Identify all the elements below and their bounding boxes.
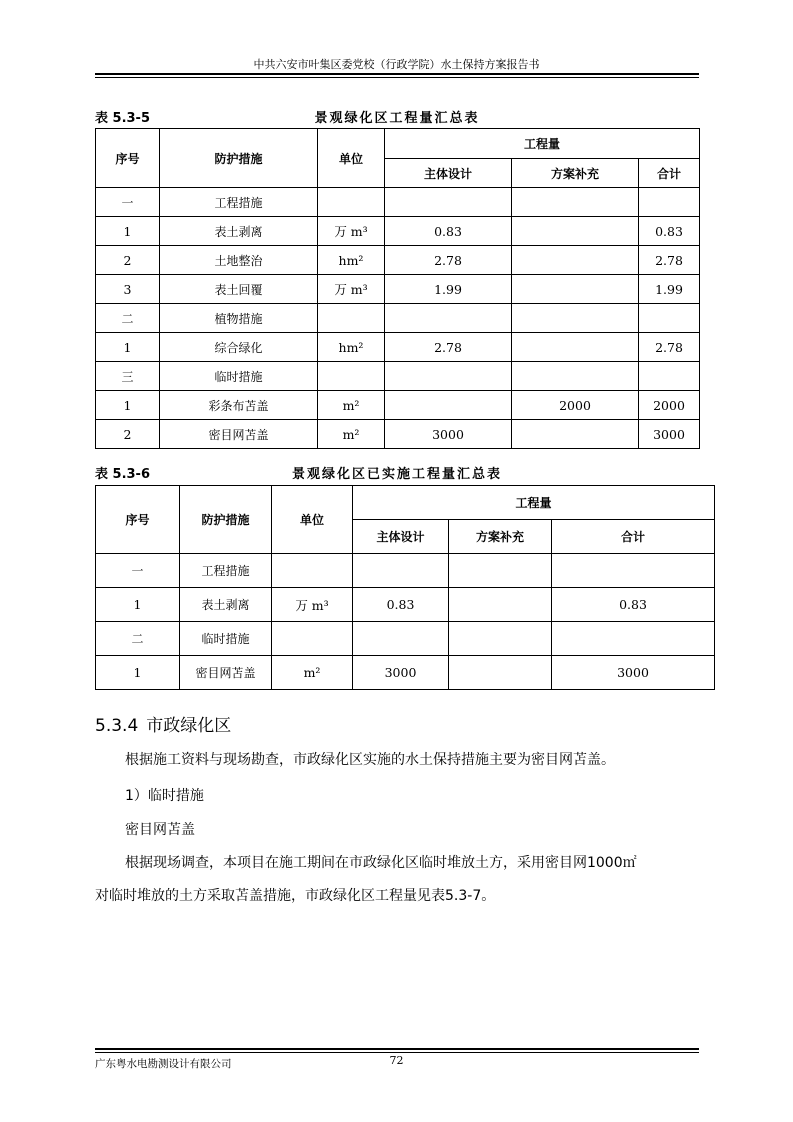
row-main: 2.78	[385, 246, 512, 275]
row-measure: 表土回覆	[160, 275, 318, 304]
row-measure: 工程措施	[180, 554, 272, 588]
row-total: 1.99	[639, 275, 700, 304]
table1-header-total: 合计	[639, 159, 700, 188]
row-supplement	[512, 275, 639, 304]
row-total: 2.78	[639, 333, 700, 362]
row-main	[385, 188, 512, 217]
row-unit: hm²	[318, 246, 385, 275]
row-supplement	[512, 333, 639, 362]
row-no: 1	[96, 656, 180, 690]
row-measure: 植物措施	[160, 304, 318, 333]
list-item-heading: 1）临时措施	[125, 788, 204, 804]
row-supplement	[512, 188, 639, 217]
row-supplement	[512, 304, 639, 333]
header-rule	[95, 73, 699, 75]
row-total	[639, 362, 700, 391]
row-measure: 密目网苫盖	[180, 656, 272, 690]
table2-header-unit: 单位	[272, 486, 353, 554]
row-main	[353, 554, 449, 588]
table-row	[96, 362, 700, 391]
row-no: 1	[96, 391, 160, 420]
table2-header-main: 主体设计	[353, 520, 449, 554]
row-measure: 综合绿化	[160, 333, 318, 362]
row-unit	[318, 188, 385, 217]
row-measure: 表土剥离	[160, 217, 318, 246]
row-measure: 表土剥离	[180, 588, 272, 622]
header-rule-thin	[95, 77, 699, 78]
row-no: 二	[96, 304, 160, 333]
row-no: 一	[96, 554, 180, 588]
row-unit: m²	[318, 420, 385, 449]
row-unit	[318, 304, 385, 333]
table-row	[96, 622, 715, 656]
row-supplement	[449, 588, 552, 622]
row-main	[385, 391, 512, 420]
table1-header-quantity: 工程量	[385, 129, 700, 159]
table-row	[96, 554, 715, 588]
table2	[95, 485, 715, 690]
table-row	[96, 188, 700, 217]
row-measure: 临时措施	[160, 362, 318, 391]
row-total: 2.78	[639, 246, 700, 275]
section-heading	[95, 711, 239, 736]
page-number: 72	[389, 1054, 404, 1067]
row-supplement	[512, 362, 639, 391]
row-total: 3000	[552, 656, 715, 690]
footer-rule-thin	[95, 1052, 699, 1053]
row-no: 三	[96, 362, 160, 391]
row-unit: hm²	[318, 333, 385, 362]
row-main: 2.78	[385, 333, 512, 362]
row-no: 一	[96, 188, 160, 217]
row-no: 1	[96, 217, 160, 246]
paragraph-line: 根据现场调查，本项目在施工期间在市政绿化区临时堆放土方，采用密目网1000㎡	[125, 855, 637, 871]
row-main: 3000	[353, 656, 449, 690]
table-row	[96, 217, 700, 246]
table1-header-no: 序号	[96, 129, 160, 188]
table2-header-no: 序号	[96, 486, 180, 554]
subheading: 密目网苫盖	[125, 822, 195, 838]
footer-company: 广东粤水电勘测设计有限公司	[95, 1058, 232, 1070]
row-supplement	[449, 554, 552, 588]
table2-title: 景观绿化区已实施工程量汇总表	[291, 467, 502, 482]
row-no: 2	[96, 246, 160, 275]
table2-header-total: 合计	[552, 520, 715, 554]
row-supplement: 2000	[512, 391, 639, 420]
row-unit: 万 m³	[318, 275, 385, 304]
row-main: 0.83	[353, 588, 449, 622]
row-main	[385, 362, 512, 391]
row-measure: 彩条布苫盖	[160, 391, 318, 420]
row-no: 3	[96, 275, 160, 304]
row-supplement	[512, 246, 639, 275]
row-total	[639, 304, 700, 333]
row-main	[353, 622, 449, 656]
row-unit: 万 m³	[272, 588, 353, 622]
table1-number: 表 5.3-5	[95, 111, 150, 126]
row-main: 3000	[385, 420, 512, 449]
table2-header-quantity: 工程量	[353, 486, 715, 520]
section-title: 市政绿化区	[146, 716, 232, 736]
row-supplement	[512, 420, 639, 449]
row-supplement	[512, 217, 639, 246]
table-row	[96, 391, 700, 420]
table1-header-main: 主体设计	[385, 159, 512, 188]
table2-number: 表 5.3-6	[95, 467, 150, 482]
row-unit	[272, 622, 353, 656]
table-row	[96, 656, 715, 690]
row-main: 0.83	[385, 217, 512, 246]
row-main: 1.99	[385, 275, 512, 304]
row-measure: 临时措施	[180, 622, 272, 656]
table-row	[96, 246, 700, 275]
table1-title: 景观绿化区工程量汇总表	[314, 111, 480, 126]
row-main	[385, 304, 512, 333]
table1-header-unit: 单位	[318, 129, 385, 188]
row-no: 2	[96, 420, 160, 449]
row-total: 2000	[639, 391, 700, 420]
row-total	[552, 554, 715, 588]
page-header-title: 中共六安市叶集区委党校（行政学院）水土保持方案报告书	[253, 58, 540, 71]
table-row	[96, 333, 700, 362]
footer-rule	[95, 1048, 699, 1050]
paragraph: 根据施工资料与现场勘查，市政绿化区实施的水土保持措施主要为密目网苫盖。	[125, 752, 615, 768]
row-no: 1	[96, 588, 180, 622]
table2-caption	[95, 463, 699, 483]
table2-header-supplement: 方案补充	[449, 520, 552, 554]
row-total: 0.83	[639, 217, 700, 246]
table-row	[96, 304, 700, 333]
table1	[95, 128, 700, 449]
paragraph-line: 对临时堆放的土方采取苫盖措施，市政绿化区工程量见表5.3-7。	[95, 888, 496, 904]
table1-header-supplement: 方案补充	[512, 159, 639, 188]
table-row	[96, 275, 700, 304]
table1-header-measure: 防护措施	[160, 129, 318, 188]
table-row	[96, 420, 700, 449]
row-unit	[272, 554, 353, 588]
table2-header-measure: 防护措施	[180, 486, 272, 554]
row-total: 3000	[639, 420, 700, 449]
section-number: 5.3.4	[95, 716, 139, 736]
row-measure: 密目网苫盖	[160, 420, 318, 449]
row-unit: 万 m³	[318, 217, 385, 246]
row-total	[552, 622, 715, 656]
row-unit: m²	[272, 656, 353, 690]
row-measure: 工程措施	[160, 188, 318, 217]
row-unit: m²	[318, 391, 385, 420]
row-supplement	[449, 656, 552, 690]
row-supplement	[449, 622, 552, 656]
row-unit	[318, 362, 385, 391]
row-no: 1	[96, 333, 160, 362]
row-no: 二	[96, 622, 180, 656]
table1-caption	[95, 107, 699, 127]
row-total: 0.83	[552, 588, 715, 622]
table-row	[96, 588, 715, 622]
row-total	[639, 188, 700, 217]
row-measure: 土地整治	[160, 246, 318, 275]
